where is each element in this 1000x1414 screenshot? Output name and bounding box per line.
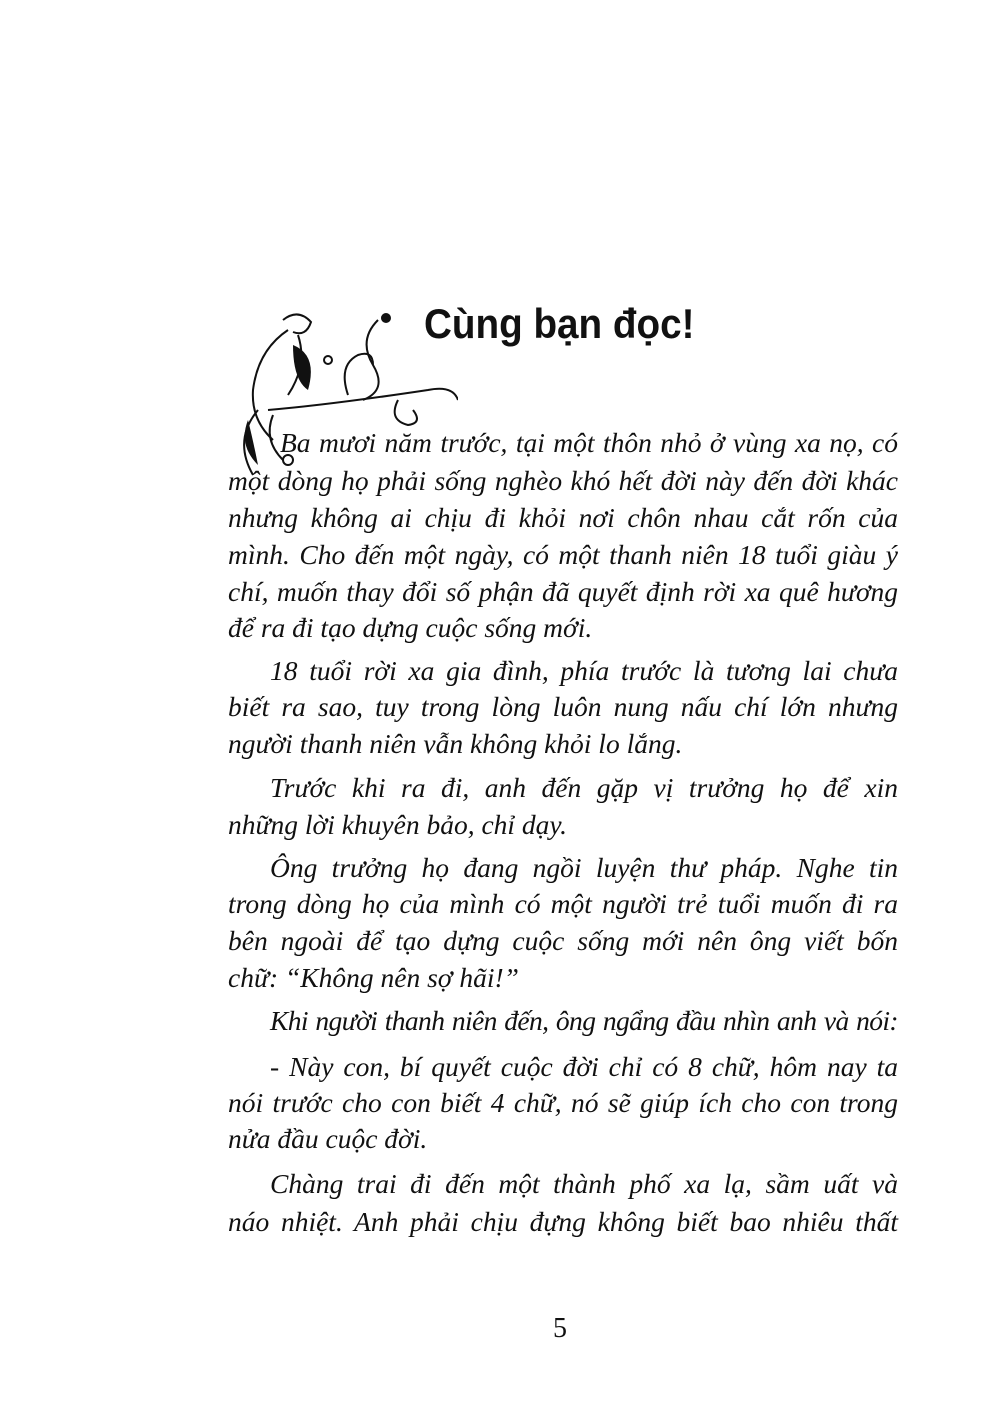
text-line: những lời khuyên bảo, chỉ dạy. — [228, 809, 567, 840]
text-line: Ba mươi năm trước, tại một thôn nhỏ ở vùng xa nọ, có — [280, 427, 898, 458]
text-line: Khi người thanh niên đến, ông ngẩng đầu nhìn anh và nói: — [270, 1005, 898, 1036]
text-line: biết ra sao, tuy trong lòng luôn nung nấu chí lớn nhưng — [228, 691, 898, 722]
text-line: Ông trưởng họ đang ngồi luyện thư pháp. Nghe tin — [270, 852, 898, 883]
text-line: một dòng họ phải sống nghèo khó hết đời này đến đời khác — [228, 465, 898, 496]
text-line: Trước khi ra đi, anh đến gặp vị trưởng họ để xin — [270, 772, 898, 803]
text-line: - Này con, bí quyết cuộc đời chỉ có 8 chữ, hôm nay ta — [270, 1051, 898, 1082]
text-line: nói trước cho con biết 4 chữ, nó sẽ giúp ích cho con trong — [228, 1087, 898, 1118]
text-line: Chàng trai đi đến một thành phố xa lạ, sầm uất và — [270, 1168, 898, 1199]
page-title: Cùng bạn đọc! — [424, 300, 695, 347]
text-line: 18 tuổi rời xa gia đình, phía trước là tương lai chưa — [270, 655, 898, 686]
text-line: chữ: “Không nên sợ hãi!” — [228, 962, 519, 993]
text-line: bên ngoài để tạo dựng cuộc sống mới nên ông viết bốn — [228, 925, 898, 956]
text-line: chí, muốn thay đổi số phận đã quyết định rời xa quê hương — [228, 576, 898, 607]
text-line: nhưng không ai chịu đi khỏi nơi chôn nhau cắt rốn của — [228, 502, 898, 533]
text-line: nửa đầu cuộc đời. — [228, 1123, 428, 1154]
text-line: để ra đi tạo dựng cuộc sống mới. — [228, 612, 593, 643]
text-line: trong dòng họ của mình có một người trẻ tuổi muốn đi ra — [228, 888, 898, 919]
text-line: mình. Cho đến một ngày, có một thanh niên 18 tuổi giàu ý — [228, 539, 898, 570]
text-line: náo nhiệt. Anh phải chịu đựng không biết bao nhiêu thất — [228, 1206, 898, 1237]
page-number: 5 — [553, 1313, 567, 1344]
text-line: người thanh niên vẫn không khỏi lo lắng. — [228, 728, 683, 759]
